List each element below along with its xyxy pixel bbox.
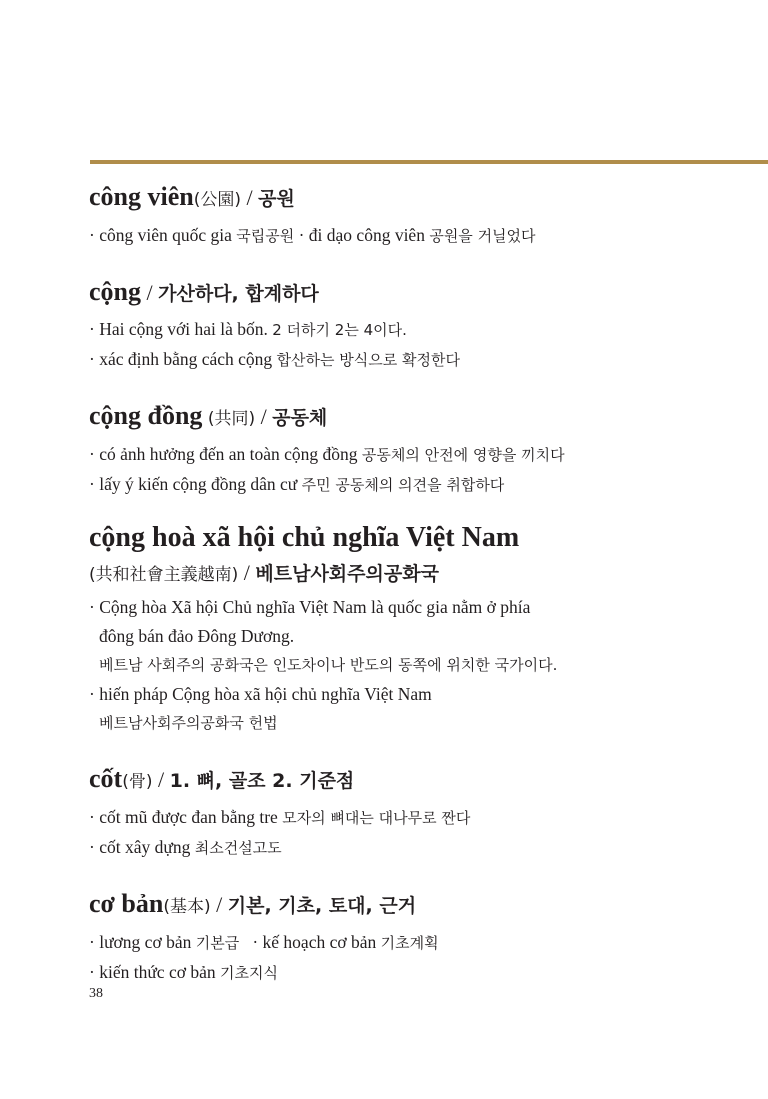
entry-headword-line	[89, 271, 749, 315]
korean-meaning: 1. 뼈, 골조 2. 기준점	[169, 770, 355, 792]
entry-hanja-line	[89, 556, 749, 593]
example-kr: 공원을 거닐었다	[429, 227, 536, 245]
page-number: 38	[89, 986, 103, 1001]
example-kr: 베트남사회주의공화국 헌법	[99, 714, 278, 732]
example-kr: 모자의 뼈대는 대나무로 짠다	[282, 809, 471, 827]
entry-cong	[89, 271, 749, 375]
separator: /	[141, 280, 159, 305]
example-kr: 주민 공동체의 의견을 취합하다	[301, 476, 505, 494]
entry-cong-dong	[89, 395, 749, 500]
example	[89, 345, 749, 375]
example-kr: 공동체의 안전에 영향을 끼치다	[361, 446, 565, 464]
entry-cong-vien	[89, 176, 749, 251]
dictionary-entries	[89, 176, 749, 1008]
example-vi: · cốt mũ được đan bằng tre	[89, 807, 283, 827]
example	[89, 315, 749, 345]
korean-meaning: 기본, 기초, 토대, 근거	[227, 895, 417, 917]
example	[89, 803, 749, 833]
example-vi: · có ảnh hưởng đến an toàn cộng đồng	[89, 444, 362, 464]
example-vi: · lấy ý kiến cộng đồng dân cư	[89, 474, 302, 494]
example: · Cộng hòa Xã hội Chủ nghĩa Việt Nam là quốc gia nằm ở phía	[89, 597, 531, 617]
hanja: (骨)	[122, 772, 153, 792]
example-kr: 합산하는 방식으로 확정한다	[276, 351, 460, 369]
example-vi: · cốt xây dựng	[89, 837, 195, 857]
example	[89, 958, 749, 988]
headword: cộng	[89, 277, 141, 306]
example-kr: 최소건설고도	[194, 839, 282, 857]
entry-headword-line	[89, 883, 749, 928]
example-vi: · kiến thức cơ bản	[89, 962, 220, 982]
hanja: (共和社會主義越南)	[89, 565, 239, 585]
entry-headword-line	[89, 520, 749, 556]
example-kr: 2 더하기 2는 4이다.	[272, 321, 407, 339]
example-vi: · xác định bằng cách cộng	[89, 349, 277, 369]
example	[89, 928, 749, 958]
separator: /	[210, 892, 228, 917]
example-vi: · lương cơ bản	[89, 932, 196, 952]
separator: /	[238, 560, 256, 585]
example-kr: 국립공원	[236, 227, 295, 245]
example-vi: · đi dạo công viên	[294, 225, 430, 245]
example	[89, 833, 749, 863]
hanja: (共同)	[202, 409, 256, 429]
example-kr: 기초계획	[380, 934, 439, 952]
korean-meaning: 공동체	[272, 407, 328, 429]
entry-headword-line	[89, 395, 749, 440]
separator: /	[255, 404, 273, 429]
example	[89, 470, 749, 500]
headword: cộng đồng	[89, 401, 203, 430]
example-kr: 베트남 사회주의 공화국은 인도차이나 반도의 동쪽에 위치한 국가이다.	[99, 656, 558, 674]
separator: /	[241, 185, 259, 210]
entry-headword-line	[89, 176, 749, 221]
example-kr: 기본급	[195, 934, 240, 952]
example-vi: · công viên quốc gia	[89, 225, 237, 245]
headword: cốt	[89, 764, 123, 793]
headword: cơ bản	[89, 889, 164, 918]
hanja: (公園)	[193, 190, 241, 210]
entry-cong-hoa	[89, 520, 749, 738]
korean-meaning: 가산하다, 합계하다	[158, 283, 319, 305]
entry-cot	[89, 758, 749, 863]
example-continuation: đông bán đảo Đông Dương.	[99, 626, 295, 646]
headword: cộng hoà xã hội chủ nghĩa Việt Nam	[89, 522, 520, 553]
headword: công viên	[89, 182, 194, 211]
separator: /	[152, 767, 170, 792]
korean-meaning: 공원	[258, 188, 295, 210]
example	[89, 440, 749, 470]
korean-meaning: 베트남사회주의공화국	[255, 563, 439, 585]
example-kr: 기초지식	[220, 964, 278, 982]
example: · hiến pháp Cộng hòa xã hội chủ nghĩa Việt Nam	[89, 684, 432, 704]
header-rule	[90, 160, 768, 164]
example-vi: · kế hoạch cơ bản	[239, 932, 381, 952]
entry-co-ban	[89, 883, 749, 988]
hanja: (基本)	[163, 897, 211, 917]
example-vi: · Hai cộng với hai là bốn.	[89, 319, 273, 339]
entry-headword-line	[89, 758, 749, 803]
example	[89, 221, 749, 251]
